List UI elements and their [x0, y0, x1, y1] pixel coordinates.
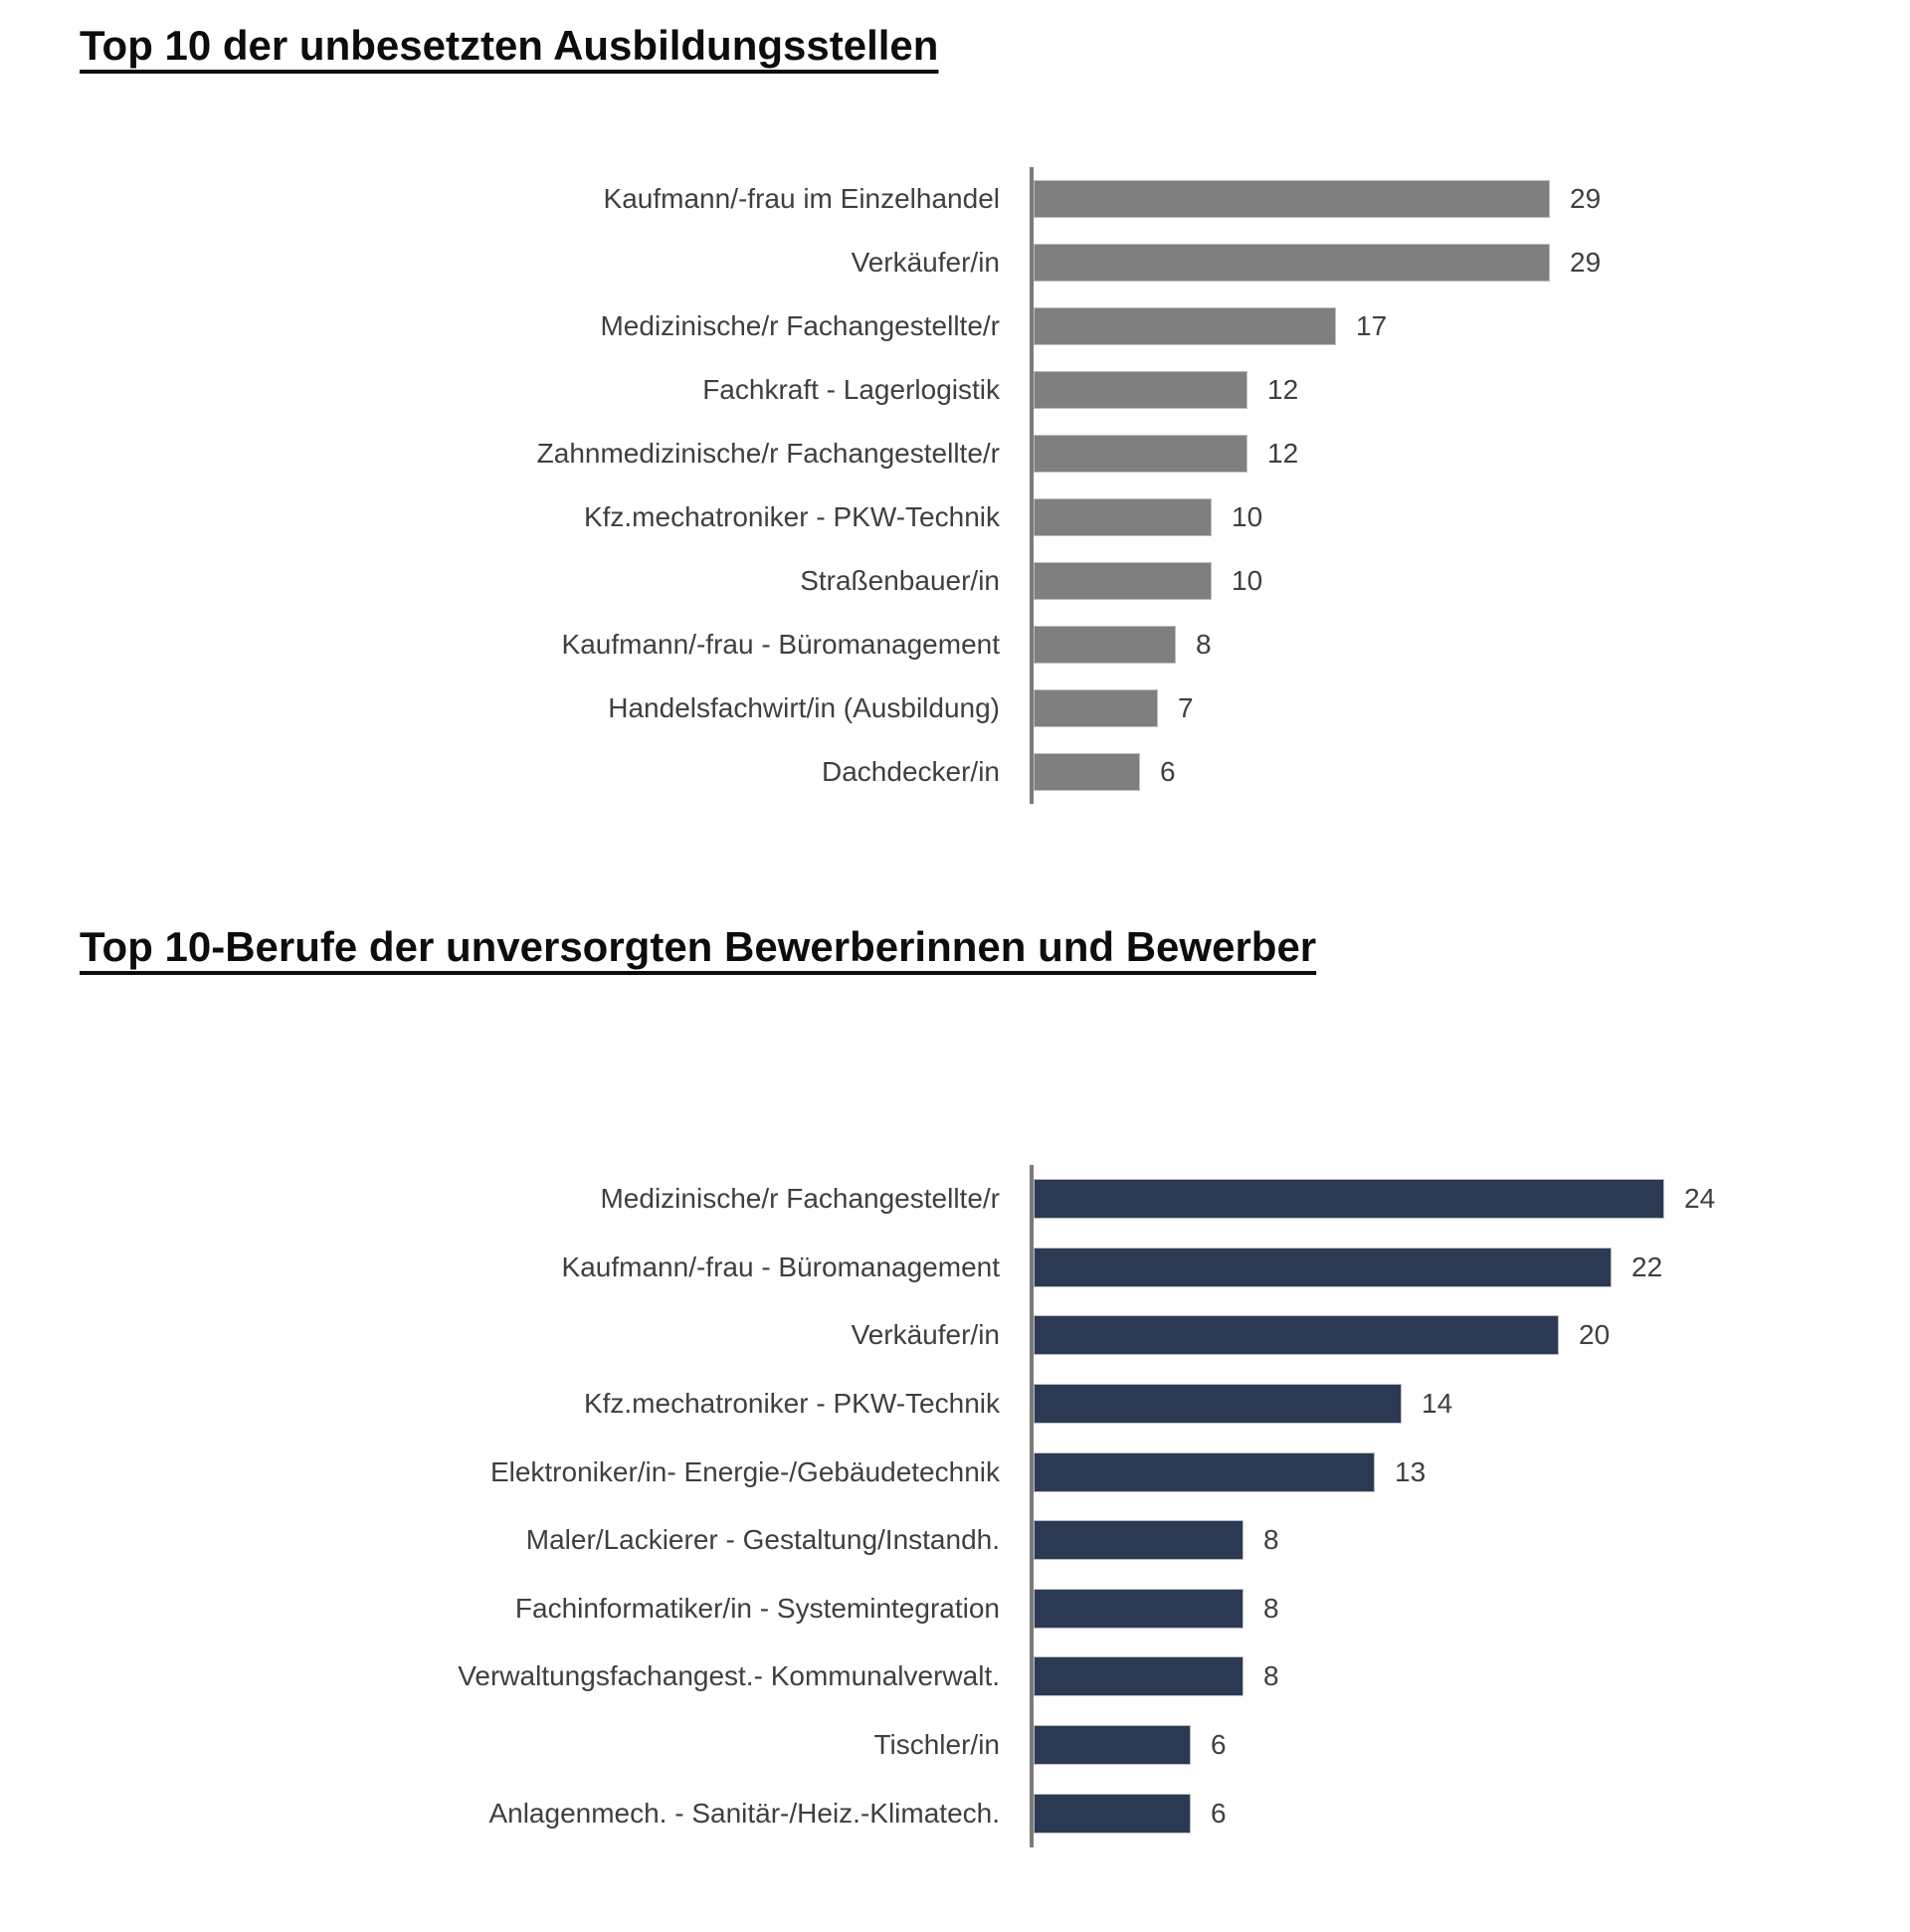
value-label: 8 [1263, 1524, 1279, 1556]
bar [1034, 1725, 1191, 1765]
bar [1034, 498, 1212, 536]
category-label: Fachkraft - Lagerlogistik [702, 374, 1000, 405]
bar [1034, 689, 1158, 727]
plot-area [1030, 1165, 1910, 1234]
chart-row [0, 740, 1910, 804]
category-label: Handelsfachwirt/in (Ausbildung) [608, 692, 1000, 723]
value-label: 6 [1211, 1797, 1227, 1829]
chart-row [0, 676, 1910, 740]
bar [1034, 562, 1212, 600]
chart1-title: Top 10 der unbesetzten Ausbildungsstellen [80, 22, 939, 69]
value-label: 6 [1211, 1729, 1227, 1761]
value-label: 8 [1196, 629, 1212, 660]
plot-area [1030, 422, 1910, 485]
category-label: Maler/Lackierer - Gestaltung/Instandh. [525, 1524, 1000, 1556]
plot-area [1030, 1711, 1910, 1780]
plot-area [1030, 740, 1910, 804]
category-label: Verwaltungsfachangest.- Kommunalverwalt. [458, 1660, 1000, 1692]
value-label: 7 [1178, 692, 1194, 723]
category-label: Kaufmann/-frau - Büromanagement [561, 1251, 1000, 1282]
category-label: Medizinische/r Fachangestellte/r [600, 310, 1000, 341]
plot-area [1030, 676, 1910, 740]
chart-row [0, 485, 1910, 549]
bar [1034, 1520, 1243, 1560]
bar [1034, 371, 1247, 409]
chart-row [0, 422, 1910, 485]
plot-area [1030, 1301, 1910, 1370]
chart-unversorgte-bewerber [0, 1165, 1910, 1847]
plot-area [1030, 231, 1910, 294]
value-label: 8 [1263, 1592, 1279, 1624]
category-label: Verkäufer/in [851, 247, 1000, 278]
bar [1034, 435, 1247, 473]
chart-row [0, 294, 1910, 358]
plot-area [1030, 294, 1910, 358]
chart2-title: Top 10-Berufe der unversorgten Bewerberinnen und Bewerber [80, 923, 1317, 970]
bar [1034, 1179, 1664, 1219]
plot-area [1030, 358, 1910, 422]
chart-row [0, 1575, 1910, 1643]
chart-row [0, 1301, 1910, 1370]
chart-row [0, 1165, 1910, 1234]
category-label: Anlagenmech. - Sanitär-/Heiz.-Klimatech. [488, 1797, 1000, 1829]
bar [1034, 626, 1176, 664]
plot-area [1030, 167, 1910, 231]
chart-row [0, 1779, 1910, 1847]
plot-area [1030, 1506, 1910, 1575]
category-label: Kaufmann/-frau - Büromanagement [561, 629, 1000, 660]
value-label: 10 [1232, 501, 1263, 532]
category-label: Straßenbauer/in [800, 565, 1000, 596]
category-label: Kaufmann/-frau im Einzelhandel [603, 183, 1000, 214]
chart-row [0, 167, 1910, 231]
chart-row [0, 1711, 1910, 1780]
value-label: 14 [1422, 1388, 1453, 1420]
bar [1034, 244, 1550, 282]
value-label: 24 [1684, 1183, 1716, 1215]
category-label: Medizinische/r Fachangestellte/r [600, 1183, 1000, 1215]
plot-area [1030, 613, 1910, 676]
bar [1034, 1248, 1612, 1287]
chart-row [0, 358, 1910, 422]
value-label: 20 [1579, 1319, 1611, 1351]
bar [1034, 180, 1550, 218]
plot-area [1030, 1234, 1910, 1302]
value-label: 22 [1631, 1251, 1663, 1282]
chart-row [0, 231, 1910, 294]
value-label: 12 [1267, 438, 1299, 469]
category-label: Kfz.mechatroniker - PKW-Technik [583, 501, 1000, 532]
category-label: Kfz.mechatroniker - PKW-Technik [583, 1388, 1000, 1420]
value-label: 6 [1160, 756, 1176, 787]
chart-row [0, 1370, 1910, 1439]
category-label: Fachinformatiker/in - Systemintegration [514, 1592, 1000, 1624]
chart-row [0, 1438, 1910, 1506]
chart-row [0, 1506, 1910, 1575]
bar [1034, 1656, 1243, 1696]
plot-area [1030, 485, 1910, 549]
plot-area [1030, 549, 1910, 613]
category-label: Verkäufer/in [851, 1319, 1000, 1351]
bar [1034, 1384, 1402, 1424]
bar [1034, 1794, 1191, 1834]
chart-row [0, 1642, 1910, 1711]
value-label: 29 [1570, 247, 1602, 278]
chart-unbesetzte-ausbildungsstellen [0, 167, 1910, 804]
value-label: 29 [1570, 183, 1602, 214]
category-label: Tischler/in [873, 1729, 1000, 1761]
chart-row [0, 549, 1910, 613]
plot-area [1030, 1575, 1910, 1643]
bar [1034, 753, 1140, 791]
plot-area [1030, 1779, 1910, 1847]
category-label: Zahnmedizinische/r Fachangestellte/r [536, 438, 1000, 469]
chart-row [0, 1234, 1910, 1302]
bar [1034, 307, 1336, 345]
plot-area [1030, 1642, 1910, 1711]
category-label: Dachdecker/in [822, 756, 1000, 787]
value-label: 17 [1356, 310, 1388, 341]
plot-area [1030, 1438, 1910, 1506]
chart-row [0, 613, 1910, 676]
value-label: 10 [1232, 565, 1263, 596]
value-label: 12 [1267, 374, 1299, 405]
value-label: 13 [1395, 1455, 1427, 1487]
bar [1034, 1589, 1243, 1629]
bar [1034, 1452, 1375, 1492]
value-label: 8 [1263, 1660, 1279, 1692]
bar [1034, 1315, 1559, 1355]
category-label: Elektroniker/in- Energie-/Gebäudetechnik [489, 1455, 1000, 1487]
plot-area [1030, 1370, 1910, 1439]
